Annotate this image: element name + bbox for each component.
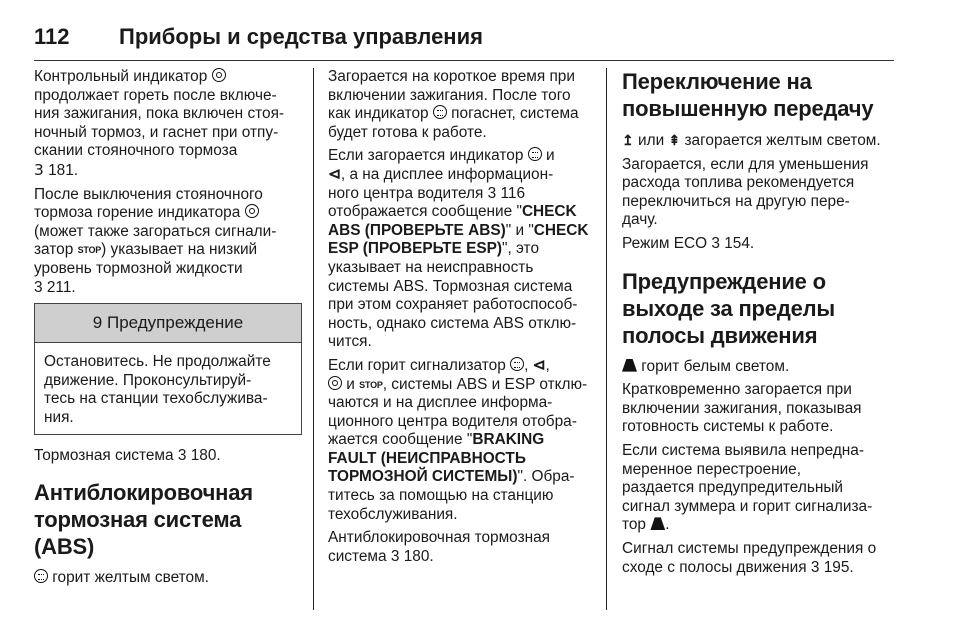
text-line: тормоза горение индикатора (34, 204, 241, 222)
text-line: титесь за помощью на станцию (328, 487, 554, 505)
section-heading-abs (34, 479, 302, 560)
page-reference[interactable]: 116 (500, 184, 526, 202)
text-line: Остановитесь. Не продолжайте (44, 353, 271, 371)
text-line: сигнал зуммера и горит сигнализа- (622, 497, 873, 515)
text-line: Антиблокировочная тормозная (328, 529, 551, 547)
brake-indicator-icon (328, 376, 342, 390)
heading-line: Переключение на (622, 69, 812, 94)
paragraph (34, 68, 302, 181)
paragraph (622, 156, 892, 230)
text-line: погаснет, система (451, 105, 579, 123)
text-line: включении зажигания. После того (328, 86, 571, 104)
page-reference[interactable]: 180. (190, 446, 221, 464)
warning-title: Предупреждение (107, 313, 244, 333)
column-divider (313, 68, 314, 610)
page-ref-arrow-icon: 3 (177, 446, 187, 464)
text-line: движение. Проконсультируй- (44, 371, 252, 389)
page-reference[interactable]: 180. (403, 547, 434, 565)
text-line: отображается сообщение " (328, 203, 522, 221)
paragraph (328, 357, 594, 524)
text-line: чаются и на дисплее информа- (328, 394, 553, 412)
text-line: , а на дисплее информацион- (340, 165, 554, 183)
text-line: Сигнал системы предупреждения о (622, 539, 877, 557)
text-line: тесь на станции техобслужива- (44, 390, 268, 408)
text-line: ность, однако система ABS отклю- (328, 314, 577, 332)
text-line: ". Обра- (517, 468, 575, 486)
upshift-arrow-icon: ↥ (622, 132, 634, 148)
page-reference[interactable]: 181. (48, 161, 79, 179)
heading-line: Антиблокировочная (34, 480, 253, 506)
text-line: система (328, 547, 387, 565)
text-line: включении зажигания, показывая (622, 399, 862, 417)
text-line: затор (34, 241, 74, 259)
abs-icon (528, 147, 542, 161)
text-line: чится. (328, 333, 372, 351)
message-text: CHECK (533, 221, 589, 239)
text-line: ночный тормоз, и гаснет при отпу- (34, 123, 279, 141)
heading-line: Предупреждение о (622, 268, 826, 294)
text-line: ного центра водителя (328, 184, 484, 202)
paragraph (622, 381, 892, 437)
text-line: Контрольный индикатор (34, 68, 208, 85)
text-line: скании стояночного тормоза (34, 142, 238, 160)
warning-body (35, 343, 301, 433)
text-line: , (545, 356, 550, 374)
page-ref-arrow-icon: 3 (34, 160, 44, 179)
text-line: при этом сохраняет работоспособ- (328, 296, 578, 314)
text-line: Если загорается индикатор (328, 147, 524, 165)
paragraph (328, 147, 594, 352)
warning-header (35, 304, 301, 343)
text-line: Кратковременно загорается при (622, 381, 852, 399)
heading-line: выходе за пределы (622, 295, 835, 321)
stop-icon: STOP (359, 379, 383, 390)
warning-triangle-icon: 9 (92, 313, 103, 333)
text-line: Режим ECO (622, 234, 708, 252)
heading-line: полосы движения (622, 322, 818, 348)
paragraph (622, 358, 892, 377)
text-line: как индикатор (328, 105, 429, 123)
text-line: будет готова к работе. (328, 123, 487, 141)
text-line: , системы ABS и ESP отклю- (382, 375, 588, 393)
paragraph (622, 540, 892, 577)
text-line: дачу. (622, 211, 658, 229)
page-header (34, 24, 894, 61)
page-ref-arrow-icon: 3 (711, 234, 720, 252)
text-line: , (524, 356, 529, 374)
paragraph (622, 131, 892, 151)
esp-icon: ⊲ (328, 165, 341, 183)
section-heading-lane-departure (622, 268, 892, 349)
text-line: переключиться на другую пере- (622, 192, 850, 210)
text-line: ния зажигания, пока включен стоя- (34, 105, 285, 123)
text-line: ния. (44, 408, 74, 426)
text-line: загорается желтым светом. (684, 132, 881, 149)
text-line: горит желтым светом. (52, 569, 209, 587)
abs-icon (34, 569, 48, 583)
paragraph: После выключения стояночного тормоза горение индикатора (может также загораться сигнали- затор STOP) указывает на низкий уровень тормозной жидкости 3 211. (34, 185, 277, 296)
text-line: Если горит сигнализатор (328, 356, 506, 374)
column-1 (34, 68, 302, 593)
text-line: ", это (502, 240, 539, 258)
esp-icon: ⊲ (532, 356, 546, 374)
text-line: готовность системы к работе. (622, 418, 834, 436)
paragraph (34, 569, 302, 588)
text-line: сходе с полосы движения (622, 558, 807, 576)
message-text: ABS (ПРОВЕРЬТЕ ABS) (328, 221, 506, 239)
text-line: указывает на неисправность (328, 258, 534, 276)
text-line: Тормозная система (34, 446, 174, 464)
text-line: и (346, 375, 355, 393)
text-line: " и " (505, 221, 534, 239)
column-3 (622, 68, 892, 582)
text-line: (может также загораться сигнали- (34, 222, 277, 240)
paragraph (328, 529, 594, 566)
heading-line: повышенную передачу (622, 96, 874, 121)
column-divider (606, 68, 607, 610)
page-ref-arrow-icon: 3 (390, 547, 400, 565)
text-line: техобслуживания. (328, 505, 458, 523)
heading-line: тормозная система (ABS) (34, 507, 242, 560)
page-reference[interactable]: 211. (46, 278, 76, 296)
page-ref-arrow-icon: 3 (810, 558, 820, 576)
text-line: указывает на низкий (110, 241, 258, 259)
paragraph (328, 68, 594, 142)
text-line: раздается предупредительный (622, 479, 843, 497)
text-line: горит белым светом. (641, 357, 790, 375)
warning-box (34, 303, 302, 434)
paragraph (34, 447, 302, 466)
page-reference[interactable]: 195. (823, 558, 854, 576)
text-line: системы ABS. Тормозная система (328, 277, 573, 295)
text-line: ционного центра водителя отобра- (328, 412, 577, 430)
column-2 (328, 68, 594, 571)
text-line: уровень тормозной жидкости (34, 259, 243, 277)
text-line: Если система выявила непредна- (622, 441, 864, 459)
text-line: или (638, 132, 665, 149)
page-ref-arrow-icon: 3 (34, 278, 43, 296)
text-line: Загорается, если для уменьшения (622, 155, 869, 173)
text-line: меренное перестроение, (622, 460, 802, 478)
message-text: BRAKING (472, 431, 545, 449)
running-title: Приборы и средства управления (119, 24, 483, 49)
lane-departure-icon (650, 517, 665, 530)
page-number: 112 (34, 24, 70, 49)
page-ref-arrow-icon: 3 (487, 184, 497, 202)
lane-departure-icon (622, 359, 637, 372)
abs-icon (433, 105, 447, 119)
message-text: ТОРМОЗНОЙ СИСТЕМЫ) (328, 468, 518, 486)
text-line: После выключения стояночного (34, 185, 263, 203)
text-line: расхода топлива рекомендуется (622, 174, 855, 192)
message-text: FAULT (НЕИСПРАВНОСТЬ (328, 449, 526, 467)
stop-icon: STOP (77, 245, 102, 256)
text-line: жается сообщение " (328, 431, 473, 449)
double-upshift-arrow-icon: ⇞ (668, 132, 681, 148)
brake-indicator-icon (212, 68, 226, 82)
abs-icon (510, 357, 524, 371)
paragraph: Если система выявила непредна- меренное перестроение, раздается предупредительный сигнал зуммера и горит сигнализа- тор . (622, 441, 873, 534)
text-line: и (545, 147, 555, 165)
page-reference[interactable]: 154. (724, 234, 755, 252)
text-line: продолжает гореть после включе- (34, 86, 277, 104)
paragraph (622, 235, 892, 254)
brake-indicator-icon (245, 204, 259, 218)
section-heading-upshift (622, 68, 892, 122)
message-text: ESP (ПРОВЕРЬТЕ ESP) (328, 240, 503, 258)
message-text: CHECK (521, 203, 577, 221)
text-line: тор (622, 516, 646, 534)
text-line: Загорается на короткое время при (328, 68, 575, 85)
